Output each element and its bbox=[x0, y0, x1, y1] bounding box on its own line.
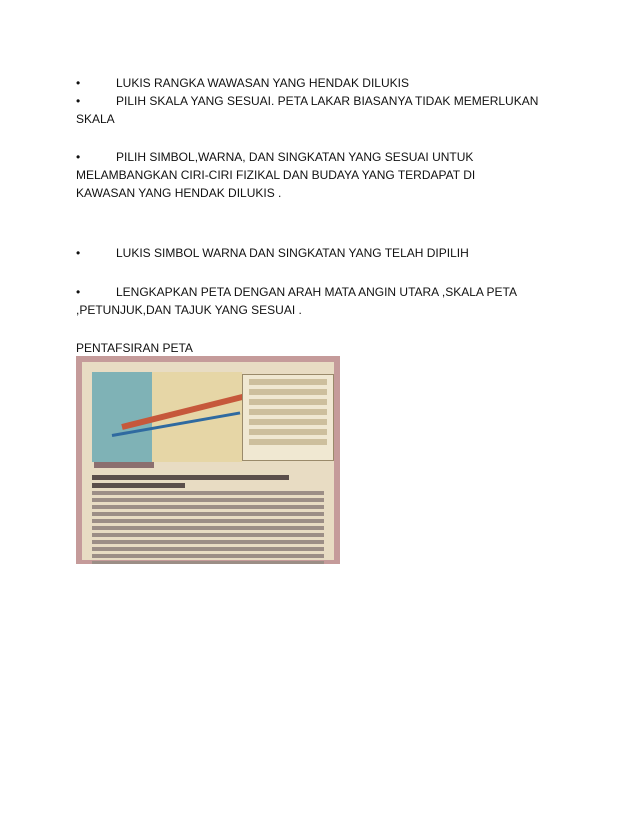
item-text-cont-2: KAWASAN YANG HENDAK DILUKIS . bbox=[76, 186, 282, 200]
map-caption bbox=[94, 462, 154, 468]
item-text-cont: SKALA bbox=[76, 112, 115, 126]
photo-page bbox=[82, 362, 334, 560]
map-sea bbox=[92, 372, 152, 462]
bullet-icon: • bbox=[76, 150, 81, 164]
photo-text-line bbox=[92, 561, 324, 564]
legend-row bbox=[249, 389, 327, 395]
photo-text-line bbox=[92, 547, 324, 551]
item-text: PILIH SKALA YANG SESUAI. PETA LAKAR BIASANYA TIDAK MEMERLUKAN bbox=[116, 94, 539, 108]
legend-row bbox=[249, 429, 327, 435]
bullet-item-4 bbox=[76, 244, 576, 262]
item-text: PILIH SIMBOL,WARNA, DAN SINGKATAN YANG SESUAI UNTUK bbox=[116, 150, 474, 164]
photo-text-line bbox=[92, 554, 324, 558]
bullet-item-5 bbox=[76, 283, 576, 319]
item-text-cont: MELAMBANGKAN CIRI-CIRI FIZIKAL DAN BUDAYA YANG TERDAPAT DI bbox=[76, 168, 476, 182]
section-heading: PENTAFSIRAN PETA bbox=[76, 341, 193, 355]
legend-row bbox=[249, 409, 327, 415]
bullet-icon: • bbox=[76, 94, 81, 108]
bullet-item-1 bbox=[76, 74, 576, 92]
item-text: LUKIS RANGKA WAWASAN YANG HENDAK DILUKIS bbox=[116, 76, 409, 90]
map-illustration bbox=[92, 372, 242, 462]
textbook-page-photo bbox=[76, 356, 340, 564]
photo-text-line bbox=[92, 526, 324, 530]
item-text-cont: ,PETUNJUK,DAN TAJUK YANG SESUAI . bbox=[76, 303, 302, 317]
photo-text-line bbox=[92, 498, 324, 502]
photo-text-line bbox=[92, 540, 324, 544]
photo-text-line bbox=[92, 519, 324, 523]
bullet-item-2 bbox=[76, 92, 576, 128]
photo-text-line bbox=[92, 512, 324, 516]
photo-text-line bbox=[92, 491, 324, 495]
legend-row bbox=[249, 399, 327, 405]
item-text: LUKIS SIMBOL WARNA DAN SINGKATAN YANG TELAH DIPILIH bbox=[116, 246, 469, 260]
bullet-icon: • bbox=[76, 285, 81, 299]
item-text: LENGKAPKAN PETA DENGAN ARAH MATA ANGIN UTARA ,SKALA PETA bbox=[116, 285, 518, 299]
legend-row bbox=[249, 439, 327, 445]
bullet-item-3 bbox=[76, 148, 576, 202]
legend-row bbox=[249, 419, 327, 425]
bullet-icon: • bbox=[76, 76, 81, 90]
photo-text-block bbox=[92, 472, 324, 554]
photo-text-line bbox=[92, 505, 324, 509]
photo-text-title bbox=[92, 483, 185, 488]
bullet-icon: • bbox=[76, 246, 81, 260]
map-legend bbox=[242, 374, 334, 461]
photo-text-line bbox=[92, 533, 324, 537]
legend-row bbox=[249, 379, 327, 385]
photo-text-title bbox=[92, 475, 289, 480]
